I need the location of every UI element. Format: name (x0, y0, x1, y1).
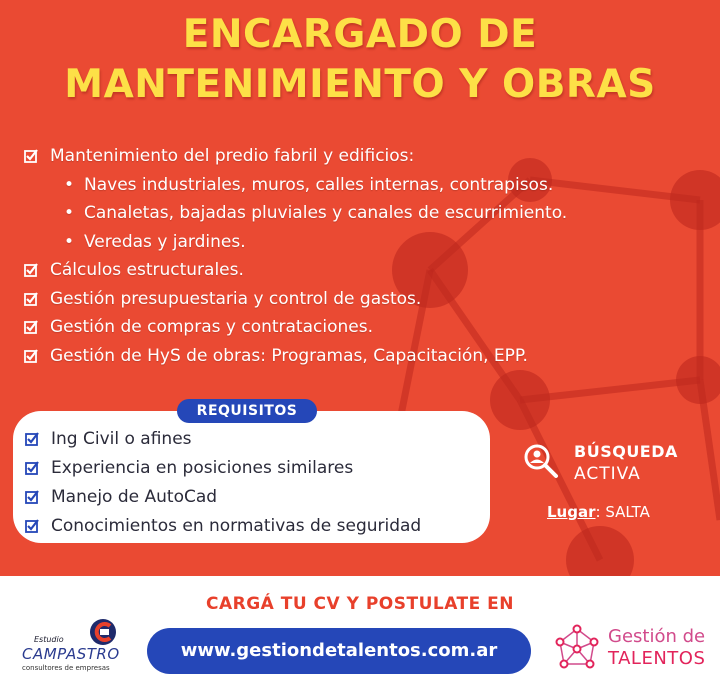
bullet-icon: • (64, 174, 75, 195)
gestion-talentos-logo (552, 622, 712, 678)
requirement-item (25, 424, 485, 453)
task-item (24, 313, 704, 342)
task-item (24, 142, 704, 171)
website-link[interactable]: www.gestiondetalentos.com.ar (147, 628, 531, 674)
requirement-item (25, 511, 485, 540)
checkbox-check-icon (25, 490, 39, 504)
campastro-studio: Estudio (34, 635, 64, 644)
task-subitem (24, 228, 704, 257)
checkbox-check-icon (24, 320, 38, 334)
checkbox-check-icon (24, 292, 38, 306)
requirement-item (25, 453, 485, 482)
requirement-text: Manejo de AutoCad (51, 486, 218, 507)
search-status-title: BÚSQUEDA (574, 442, 678, 461)
requirements-label: REQUISITOS (177, 399, 317, 423)
bullet-icon: • (64, 231, 75, 252)
checkbox-check-icon (25, 432, 39, 446)
campastro-mark-icon (88, 617, 118, 647)
search-status-subtitle: ACTIVA (574, 464, 641, 484)
requirement-item (25, 482, 485, 511)
requirements-list (25, 424, 485, 540)
subitem-text: Canaletas, bajadas pluviales y canales de escurrimiento. (84, 203, 568, 224)
requirement-text: Conocimientos en normativas de seguridad (51, 515, 422, 536)
title-line-2: MANTENIMIENTO Y OBRAS (64, 62, 656, 107)
task-subitem (24, 171, 704, 200)
campastro-logo (14, 615, 134, 677)
gestion-talentos-line2: TALENTOS (608, 648, 706, 669)
checkbox-check-icon (25, 519, 39, 533)
magnifier-person-icon (522, 442, 560, 480)
task-item (24, 256, 704, 285)
cta-text: CARGÁ TU CV Y POSTULATE EN (205, 594, 515, 614)
task-text: Gestión de compras y contrataciones. (50, 317, 373, 338)
bullet-icon: • (64, 203, 75, 224)
checkbox-check-icon (24, 149, 38, 163)
requirement-text: Ing Civil o afines (51, 428, 192, 449)
location-label: Lugar (547, 503, 596, 521)
job-title (0, 10, 720, 110)
location-value: : SALTA (595, 503, 650, 521)
checkbox-check-icon (24, 349, 38, 363)
task-text: Cálculos estructurales. (50, 260, 244, 281)
task-list (24, 142, 704, 370)
task-text: Gestión de HyS de obras: Programas, Capacitación, EPP. (50, 345, 528, 366)
checkbox-check-icon (25, 461, 39, 475)
location (547, 503, 650, 521)
task-text: Mantenimiento del predio fabril y edificios: (50, 146, 415, 167)
task-item (24, 342, 704, 371)
gestion-talentos-line1: Gestión de (608, 626, 706, 647)
title-line-1: ENCARGADO DE (182, 12, 538, 57)
checkbox-check-icon (24, 263, 38, 277)
subitem-text: Veredas y jardines. (84, 231, 246, 252)
requirement-text: Experiencia en posiciones similares (51, 457, 354, 478)
search-status (522, 438, 712, 498)
campastro-tagline: consultores de empresas (22, 664, 110, 672)
task-item (24, 285, 704, 314)
subitem-text: Naves industriales, muros, calles internas, contrapisos. (84, 174, 554, 195)
task-text: Gestión presupuestaria y control de gastos. (50, 288, 422, 309)
network-nodes-icon (552, 624, 602, 674)
task-subitem (24, 199, 704, 228)
campastro-name: CAMPASTRO (22, 645, 120, 663)
